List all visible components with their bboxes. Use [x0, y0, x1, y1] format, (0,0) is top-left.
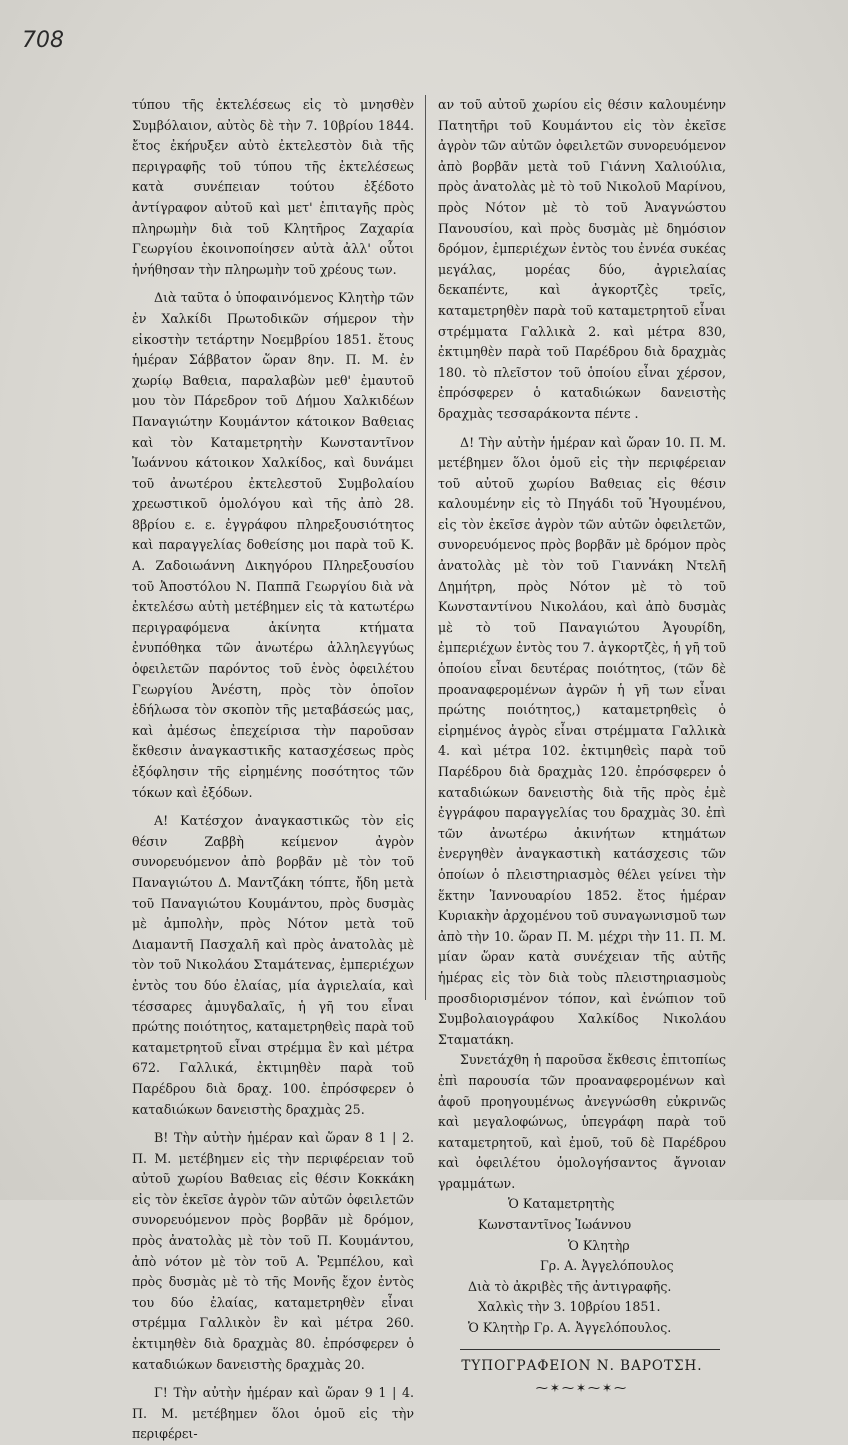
right-column-paragraphs	[438, 95, 726, 1194]
signature-line-5: Χαλκὶς τὴν 3. 10βρίου 1851.	[478, 1299, 661, 1315]
printer-imprint: ΤΥΠΟΓΡΑΦΕΙΟΝ Ν. ΒΑΡΟΤΣΗ.	[461, 1357, 703, 1374]
signature-line-1: Κωνσταντῖνος Ἰωάννου	[478, 1217, 632, 1233]
ornament-line: ⁓✶⁓✶⁓✶⁓	[535, 1381, 629, 1396]
signature-line-3: Γρ. Α. Ἀγγελόπουλος	[540, 1258, 674, 1274]
page-number: 708	[22, 28, 64, 53]
left-paragraph-3: Β! Τὴν αὐτὴν ἡμέραν καὶ ὥραν 8 1 | 2. Π. Μ. μετέβημεν εἰς τὴν περιφέρειαν τοῦ αὐτοῦ χωρίου Βαθειας εἰς θέσιν Κοκκάκη εἰς τὸν ἐκεῖσε ἀγρὸν τῶν αὐτῶν ὀφειλετῶν συνορευόμενον πρὸς βορβᾶν μὲ δρόμον, πρὸς ἀνατολὰς μὲ τὸν τοῦ Π. Κουμάντου, ἀπὸ νότον μὲ τὸν τοῦ Α. Ῥεμπέλου, καὶ πρὸς δυσμὰς μὲ τὸ τῆς Μονῆς ἔχον ἐντὸς του δύο ἐλαίας, καταμετρηθὲν εἶναι στρέμμα Γαλλικὸν ἓν καὶ μέτρα 260. ἐκτιμηθὲν διὰ δραχμὰς 80. ἐπρόσφερεν ὁ καταδιώκων δανειστὴς δραχμὰς 20.	[132, 1130, 414, 1372]
left-column	[132, 95, 414, 1445]
left-paragraph-1: Διὰ ταῦτα ὁ ὑποφαινόμενος Κλητὴρ τῶν ἐν Χαλκίδι Πρωτοδικῶν σήμερον τὴν εἰκοστὴν τετάρτην Νοεμβρίου 1851. ἔτους ἡμέραν Σάββατον ὥραν 8ην. Π. Μ. ἐν χωρίῳ Βαθεια, παραλαβὼν μεθ' ἐμαυτοῦ μου τὸν Πάρεδρον τοῦ Δήμου Χαλκιδέων Παναγιώτην Κουμάντον κάτοικον Βαθειας καὶ τὸν Καταμετρητὴν Κωνσταντῖνον Ἰωάννου κάτοικον Χαλκίδος, καὶ δυνάμει τοῦ ἀνωτέρου ἐκτελεστοῦ Συμβολαίου χρεωστικοῦ ὁμολόγου καὶ τῆς ἀπὸ 28. 8βρίου ε. ε. ἐγγράφου πληρεξουσιότητος καὶ παραγγελίας δοθείσης μοι παρὰ τοῦ Κ. Α. Ζαδοιωάννη Δικηγόρου Πληρεξουσίου τοῦ Ἀποστόλου Ν. Παππᾶ Γεωργίου διὰ νὰ ἐκτελέσω αὐτὴ μετέβημεν εἰς τὰ κατωτέρω περιγραφόμενα ἀκίνητα κτήματα ἐνυπόθηκα τῶν ἀνωτέρω ἀλληλεγγύως ὀφειλετῶν παρόντος τοῦ ἑνὸς ὀφειλέτου Γεωργίου Ἀνέστη, πρὸς τὸν ὁποῖον ἐδήλωσα τὸν σκοπὸν τῆς μεταβάσεώς μας, καὶ ἀμέσως ἐπεχείρισα τὴν παροῦσαν ἔκθεσιν ἀναγκαστικῆς κατασχέσεως πρὸς ἐξόφλησιν τῆς εἰρημένης ποσότητος τῶν τόκων καὶ ἐξόδων.	[132, 290, 414, 800]
right-paragraph-0: αν τοῦ αὐτοῦ χωρίου εἰς θέσιν καλουμένην Πατητῆρι τοῦ Κουμάντου εἰς τὸν ἐκεῖσε ἀγρὸν τῶν αὐτῶν ὀφειλετῶν συνορευόμενον ἀπὸ βορβᾶν μετὰ τοῦ Γιάννη Χαλιούλια, πρὸς ἀνατολὰς μὲ τὸ τοῦ Νικολοῦ Μαρίνου, πρὸς Νότον μὲ τὸ τοῦ Ἀναγνώστου Πανουσίου, καὶ πρὸς δυσμὰς μὲ δημόσιον δρόμον, ἐμπεριέχων ἐντὸς του ἐννέα συκέας μεγάλας, μορέας δύο, ἀγριελαίας δεκαπέντε, καὶ ἀγκορτζὲς τρεῖς, καταμετρηθὲν παρὰ τοῦ καταμετρητοῦ εἶναι στρέμματα Γαλλικὰ 2. καὶ μέτρα 830, ἐκτιμηθὲν παρὰ τοῦ Παρέδρου διὰ δραχμὰς 180. τὸ πλεῖστον τοῦ ὁποίου εἶναι χέρσον, ἐπρόσφερεν ὁ καταδιώκων δανειστὴς δραχμὰς τεσσαράκοντα πέντε .	[438, 97, 726, 421]
left-paragraph-4: Γ! Τὴν αὐτὴν ἡμέραν καὶ ὥραν 9 1 | 4. Π. Μ. μετέβημεν ὅλοι ὁμοῦ εἰς τὴν περιφέρει-	[132, 1385, 414, 1442]
signature-line-2: Ὁ Κλητὴρ	[568, 1237, 630, 1253]
signature-line-0: Ὁ Καταμετρητὴς	[508, 1196, 615, 1212]
left-paragraph-0: τύπου τῆς ἐκτελέσεως εἰς τὸ μνησθὲν Συμβόλαιον, αὐτὸς δὲ τὴν 7. 10βρίου 1844. ἔτος ἐκήρυξεν αὐτὸ ἐκτελεστὸν διὰ τῆς περιγραφῆς τοῦ τύπου τῆς ἐκτελέσεως κατὰ συνέπειαν τούτου ἐξέδοτο ἀντίγραφον αὐτοῦ καὶ μετ' ἐπιταγῆς πρὸς πληρωμὴν διὰ τοῦ Κλητῆρος Ζαχαρία Γεωργίου ἐκοινοποίησεν αὐτὰ ἀλλ' οὗτοι ἠνήθησαν τὴν πληρωμὴν τοῦ χρέους των.	[132, 97, 414, 277]
right-paragraph-2: Συνετάχθη ἡ παροῦσα ἔκθεσις ἐπιτοπίως ἐπὶ παρουσία τῶν προαναφερομένων καὶ ἀφοῦ προηγουμένως ἀνεγνώσθη εὐκρινῶς καὶ μεγαλοφώνως, ὑπεγράφη παρὰ τοῦ καταμετρητοῦ, καὶ ἐμοῦ, τοῦ δὲ Παρέδρου καὶ ὀφειλέτου ὁμολογήσαντος ἄγνοιαν γραμμάτων.	[438, 1052, 726, 1191]
left-paragraph-2: Α! Κατέσχον ἀναγκαστικῶς τὸν εἰς θέσιν Ζαββὴ κείμενον ἀγρὸν συνορευόμενον ἀπὸ βορβᾶν μὲ τὸν τοῦ Παναγιώτου Δ. Μαντζάκη τόπτε, ἤδη μετὰ τοῦ Παναγιώτου Κουμάντου, πρὸς δυσμὰς μὲ ἀμπολὴν, πρὸς Νότον μετὰ τοῦ Διαμαντῆ Πασχαλῆ καὶ πρὸς ἀνατολὰς μὲ τὸν τοῦ Νικολάου Σταμάτενας, ἐμπεριέχων ἐντὸς του δύο ἐλαίας, μία ἀγριελαία, καὶ τέσσαρες ἀμυγδαλαῖς, ἡ γῆ του εἶναι πρώτης ποιότητος, καταμετρηθεὶς παρὰ τοῦ καταμετρητοῦ εἶναι στρέμμα ἓν καὶ μέτρα 672. Γαλλικά, ἐκτιμηθὲν παρὰ τοῦ Παρέδρου διὰ δραχ. 100. ἐπρόσφερεν ὁ καταδιώκων δανειστὴς δραχμὰς 25.	[132, 813, 414, 1117]
column-divider	[425, 95, 426, 1000]
footer-rule	[460, 1349, 720, 1350]
signature-line-4: Διὰ τὸ ἀκριβὲς τῆς ἀντιγραφῆς.	[468, 1278, 672, 1294]
right-paragraph-1: Δ! Τὴν αὐτὴν ἡμέραν καὶ ὥραν 10. Π. Μ. μετέβημεν ὅλοι ὁμοῦ εἰς τὴν περιφέρειαν τοῦ αὐτοῦ χωρίου Βαθειας εἰς θέσιν καλουμένην εἰς τὸ Πηγάδι τοῦ Ἡγουμένου, εἰς τὸν ἐκεῖσε ἀγρὸν τῶν αὐτῶν ὀφειλετῶν, συνορευόμενος πρὸς βορβᾶν μὲ δρόμον πρὸς ἀνατολὰς μὲ τὸν τοῦ Γιαννάκη Ντελῆ Δημήτρη, πρὸς Νότον μὲ τὸ τοῦ Κωνσταντίνου Νικολάου, καὶ ἀπὸ δυσμὰς μὲ τὸ τοῦ Παναγιώτου Ἀγουρίδη, ἐμπεριέχων ἐντὸς του 7. ἀγκορτζὲς, ἡ γῆ τοῦ ὁποίου εἶναι δευτέρας ποιότητος, (τῶν δὲ προαναφερομένων ἀγρῶν ἡ γῆ των εἶναι πρώτης ποιότητος,) καταμετρηθεὶς ὁ εἰρημένος ἀγρὸς εἶναι στρέμματα Γαλλικὰ 4. καὶ μέτρα 102. ἐκτιμηθεὶς παρὰ τοῦ Παρέδρου διὰ δραχμὰς 120. ἐπρόσφερεν ὁ καταδιώκων δανειστὴς διὰ τῆς πρὸς ἐμὲ ἐγγράφου παραγγελίας του δραχμὰς 30. ἐπὶ τῶν ἀνωτέρω ἀκινήτων κτημάτων ἐνεργηθὲν ἀναγκαστικὴ κατάσχεσις τῶν ὁποίων ὁ πλειστηριασμὸς θέλει γείνει τὴν ἕκτην Ἰαννουαρίου 1852. ἔτος ἡμέραν Κυριακὴν ἀρχομένου τοῦ συναγωνισμοῦ των ἀπὸ τὴν 10. ὥραν Π. Μ. μέχρι τὴν 11. Π. Μ. μίαν ὥραν κατὰ συνέχειαν τῆς αὐτῆς ἡμέρας εἰς τὸν διὰ τοὺς πλειστηριασμοὺς προσδιορισμένον τόπον, καὶ ἐνώπιον τοῦ Συμβολαιογράφου Χαλκίδος Νικολάου Σταματάκη.	[438, 434, 726, 1047]
signature-line-6: Ὁ Κλητὴρ Γρ. Α. Ἀγγελόπουλος.	[468, 1320, 672, 1336]
right-column	[438, 95, 726, 1399]
signature-block	[438, 1194, 726, 1338]
